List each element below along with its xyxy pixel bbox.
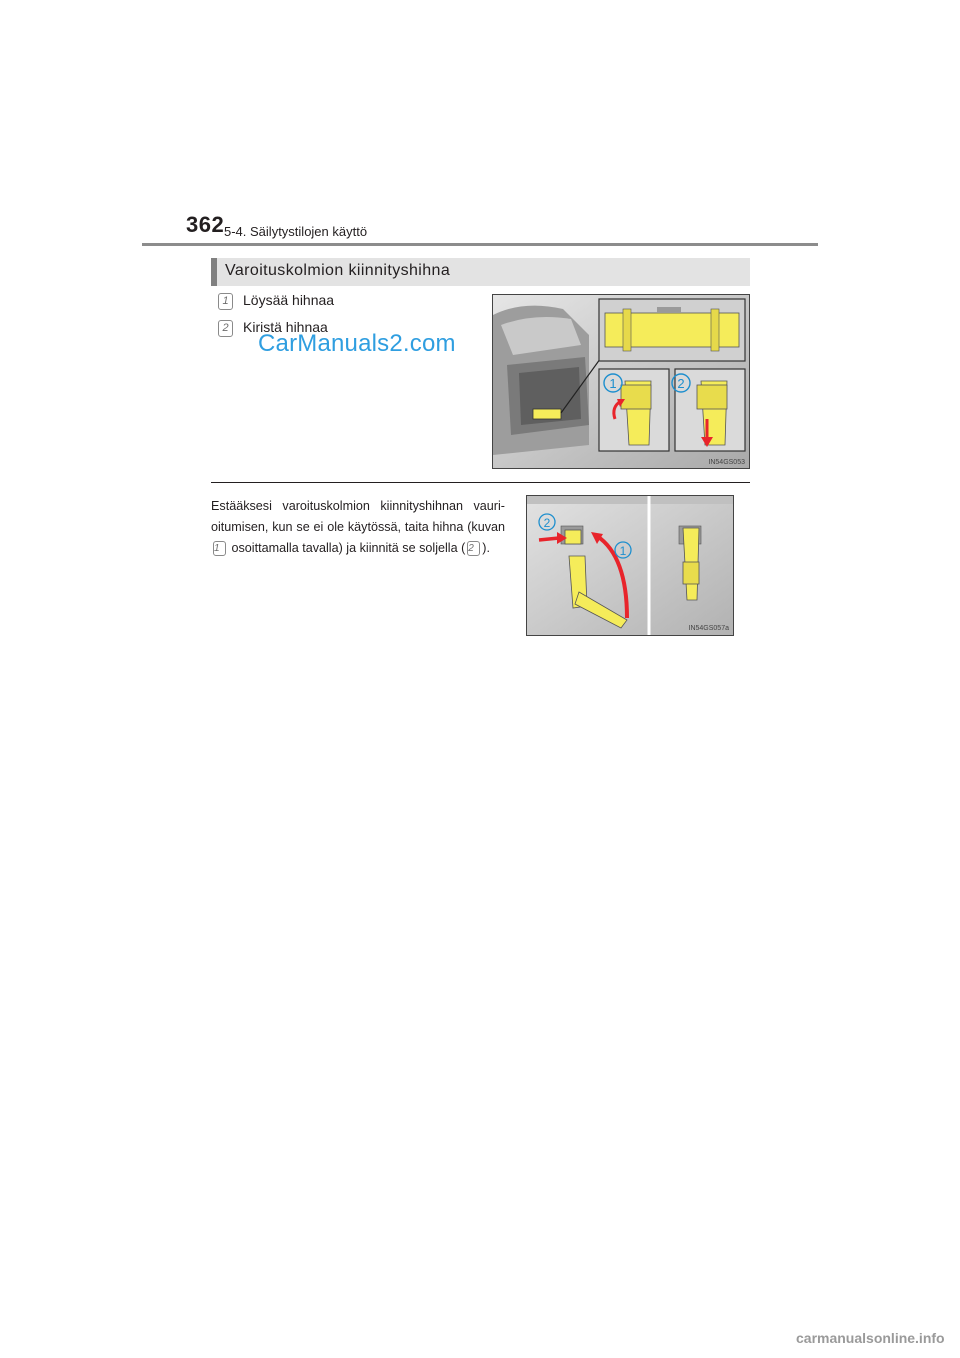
figure-code: IN54GS057a [688,625,729,632]
section-divider [211,482,750,483]
section-heading-bar [211,258,750,286]
step-label: Kiristä hihnaa [243,319,328,335]
footer-site-watermark: carmanualsonline.info [796,1330,945,1346]
step-number-badge: 1 [218,293,233,310]
step-label: Löysää hihnaa [243,292,335,308]
header-rule [142,243,818,246]
figure-strap-fold-illustration [527,496,733,635]
figure-strap-fold [526,495,734,636]
figure-strap-adjust [492,294,750,469]
chapter-title: 5-4. Säilytystilojen käyttö [224,224,368,239]
section-title: Varoituskolmion kiinnityshihna [225,262,451,279]
figure-callout: 2 [543,516,551,530]
paragraph-text: Estääksesi varoituskolmion kiinnityshihnan vauri-oitumisen, kun se ei ole käytössä, taita hihna (kuvan [211,499,505,534]
instruction-paragraph [211,496,505,559]
section-accent [211,258,217,286]
paragraph-text: osoittamalla tavalla) ja kiinnitä se soljella ( [231,541,466,555]
page-number: 362 [186,212,225,237]
figure-callout: 1 [619,544,627,558]
watermark-logo: CarManuals2.com [258,330,456,357]
figure-strap-adjust-illustration [493,295,749,468]
figure-code: IN54GS053 [708,459,745,466]
paragraph-text: ). [482,541,490,555]
inline-ref-badge: 1 [213,541,226,556]
figure-callout: 2 [677,376,685,391]
step-item-1 [218,292,334,310]
figure-callout: 1 [609,376,617,391]
inline-ref-badge: 2 [467,541,480,556]
step-number-badge: 2 [218,320,233,337]
